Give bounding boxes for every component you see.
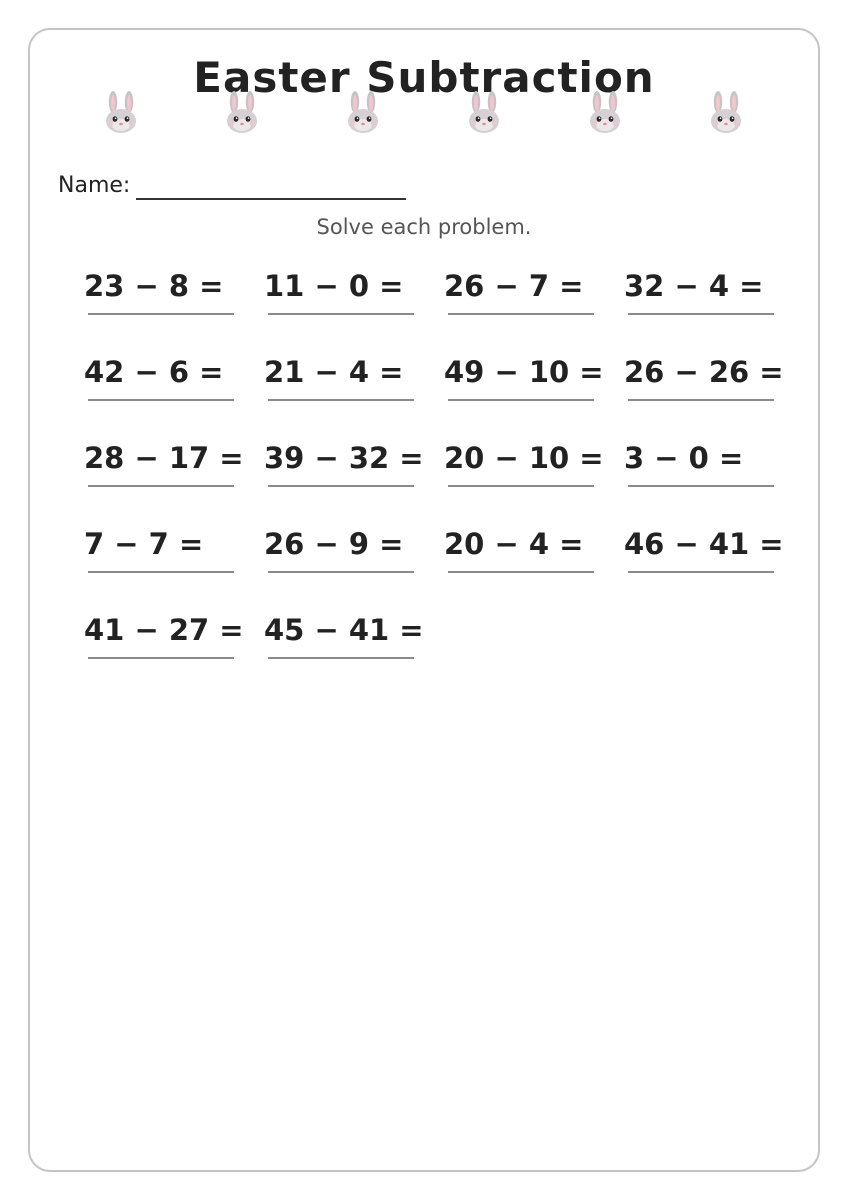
answer-line[interactable] [268,313,414,315]
answer-line[interactable] [88,657,234,659]
answer-line[interactable] [268,485,414,487]
problem-text: 26 − 7 = [444,269,584,303]
problem-text: 20 − 10 = [444,441,604,475]
problem-text: 41 − 27 = [84,613,244,647]
name-field[interactable] [136,198,406,200]
problem [444,438,624,494]
answer-line[interactable] [268,399,414,401]
problem [264,266,444,322]
problem-text: 42 − 6 = [84,355,224,389]
problem-text: 26 − 26 = [624,355,784,389]
problem [444,266,624,322]
bunny-face-icon [706,90,746,134]
answer-line[interactable] [628,313,774,315]
problem-text: 21 − 4 = [264,355,404,389]
answer-line[interactable] [88,313,234,315]
answer-line[interactable] [448,571,594,573]
answer-line[interactable] [88,485,234,487]
answer-line[interactable] [448,313,594,315]
problem-text: 28 − 17 = [84,441,244,475]
answer-line[interactable] [268,657,414,659]
bunny-face-icon [343,90,383,134]
problem [444,524,624,580]
problem-text: 26 − 9 = [264,527,404,561]
bunny-face-icon [101,90,141,134]
answer-line[interactable] [628,399,774,401]
problem [264,610,444,666]
problem [444,352,624,408]
problem [84,352,264,408]
problem [264,438,444,494]
answer-line[interactable] [628,485,774,487]
problem [624,438,804,494]
problem [264,524,444,580]
problem-text: 11 − 0 = [264,269,404,303]
problem [624,266,804,322]
problem [624,524,804,580]
problem-text: 20 − 4 = [444,527,584,561]
answer-line[interactable] [268,571,414,573]
problem [84,524,264,580]
problem-text: 45 − 41 = [264,613,424,647]
worksheet-title: Easter Subtraction [193,53,655,102]
problem-text: 49 − 10 = [444,355,604,389]
problem [264,352,444,408]
problem-text: 3 − 0 = [624,441,744,475]
problem [84,610,264,666]
problem-text: 23 − 8 = [84,269,224,303]
problem-text: 32 − 4 = [624,269,764,303]
problem [624,352,804,408]
bunny-face-icon [464,90,504,134]
answer-line[interactable] [88,571,234,573]
problem-text: 46 − 41 = [624,527,784,561]
bunny-face-icon [585,90,625,134]
instructions: Solve each problem. [316,215,532,239]
answer-line[interactable] [448,485,594,487]
problem [84,266,264,322]
problem [84,438,264,494]
problem-text: 7 − 7 = [84,527,204,561]
answer-line[interactable] [628,571,774,573]
problem-text: 39 − 32 = [264,441,424,475]
answer-line[interactable] [448,399,594,401]
name-label: Name: [58,173,131,198]
answer-line[interactable] [88,399,234,401]
bunny-face-icon [222,90,262,134]
